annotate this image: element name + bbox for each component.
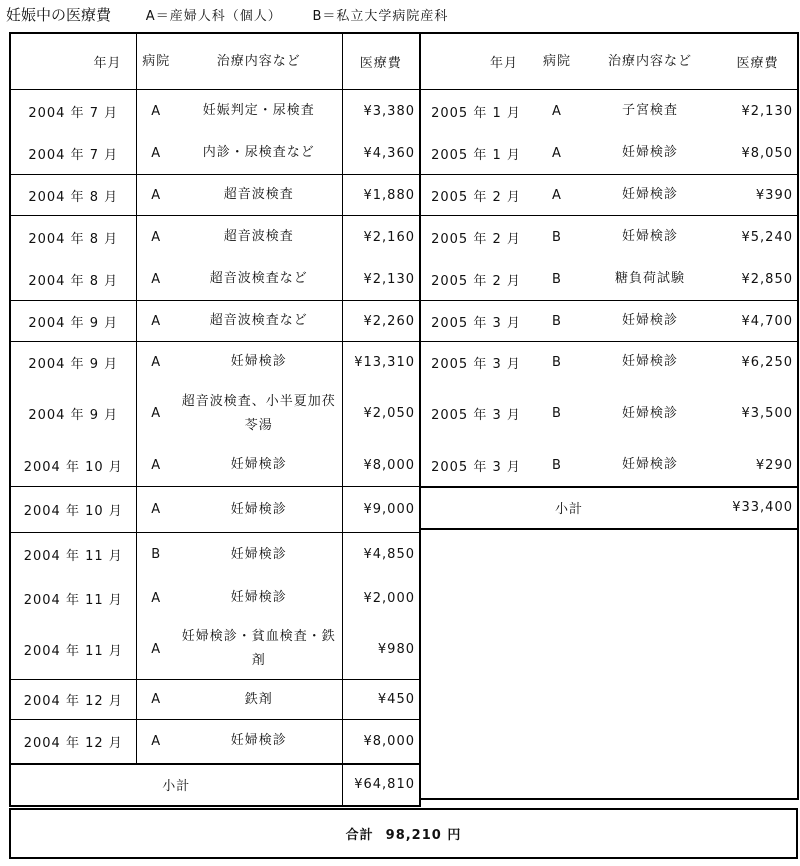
table-row: 2005 年 3 月 B 妊婦検診 ¥3,500	[431, 405, 793, 423]
table-row: 2004 年 11 月 B 妊婦検診 ¥4,850	[10, 533, 420, 577]
subtotal-label: 小計	[420, 487, 718, 529]
table-row: 2005 年 3 月 B 妊婦検診 ¥6,250	[431, 354, 793, 372]
table-row: 2004 年 8 月 A 超音波検査 ¥2,160	[10, 216, 420, 259]
empty-area	[420, 529, 798, 799]
subtotal-row	[10, 764, 420, 806]
subtotal-row	[420, 487, 798, 529]
table-row: 2004 年 11 月 A 妊婦検診 ¥2,000	[10, 577, 420, 620]
subtotal-value: ¥33,400	[718, 487, 798, 529]
table-row: 2005 年 1 月 A 妊婦検診 ¥8,050	[420, 133, 798, 175]
table-row: 2004 年 11 月 A 妊婦検診・貧血検査・鉄剤 ¥980	[10, 620, 420, 680]
subtotal-value: ¥64,810	[342, 764, 420, 806]
table-header-row	[10, 33, 420, 90]
header-hospital: 病院	[532, 33, 582, 90]
header-treatment: 治療内容など	[176, 33, 342, 90]
table-row: 2005 年 2 月 B 糖負荷試験 ¥2,850	[420, 259, 798, 301]
expense-table-2005	[420, 32, 799, 800]
table-row: 2004 年 9 月 A 超音波検査、小半夏加茯苓湯 ¥2,050	[10, 383, 420, 445]
grand-total	[9, 808, 798, 859]
table-row: 2005 年 1 月 A 子宮検査 ¥2,130	[431, 103, 793, 121]
header-year-month: 年月	[10, 33, 136, 90]
table-row: 2004 年 10 月 A 妊婦検診 ¥9,000	[10, 487, 420, 533]
table-row: 2004 年 10 月 A 妊婦検診 ¥8,000	[10, 445, 420, 487]
table-row: 2004 年 7 月 A 妊娠判定・尿検査 ¥3,380	[10, 90, 420, 133]
header-year-month: 年月	[420, 33, 532, 90]
table-row: 2005 年 3 月 B 妊婦検診 ¥4,700	[420, 301, 798, 342]
table-row: 2004 年 8 月 A 超音波検査 ¥1,880	[10, 175, 420, 216]
page-title	[6, 4, 796, 26]
table-row: 2004 年 7 月 A 内診・尿検査など ¥4,360	[10, 133, 420, 175]
table-row: 2004 年 12 月 A 鉄剤 ¥450	[10, 680, 420, 720]
legend-hospital-b: B＝私立大学病院産科	[312, 9, 449, 24]
grand-total-label: 合計	[345, 828, 374, 843]
table-row: 2005 年 2 月 B 妊婦検診 ¥5,240	[431, 229, 793, 247]
table-row: 2004 年 9 月 A 妊婦検診 ¥13,310	[10, 342, 420, 383]
header-treatment: 治療内容など	[582, 33, 718, 90]
subtotal-label: 小計	[10, 764, 342, 806]
header-cost: 医療費	[718, 33, 798, 90]
legend-hospital-a: A＝産婦人科（個人）	[145, 9, 282, 24]
grand-total-value: 98,210 円	[385, 828, 462, 843]
header-hospital: 病院	[136, 33, 176, 90]
table-header-row	[420, 33, 798, 90]
table-row: 2005 年 2 月 A 妊婦検診 ¥390	[420, 175, 798, 216]
table-row: 2004 年 8 月 A 超音波検査など ¥2,130	[10, 259, 420, 301]
expense-table-2004	[9, 32, 421, 807]
table-row: 2005 年 3 月 B 妊婦検診 ¥290	[420, 445, 798, 487]
table-row: 2004 年 12 月 A 妊婦検診 ¥8,000	[10, 720, 420, 764]
document-title: 妊娠中の医療費	[6, 6, 112, 24]
table-row: 2004 年 9 月 A 超音波検査など ¥2,260	[10, 301, 420, 342]
header-cost: 医療費	[342, 33, 420, 90]
